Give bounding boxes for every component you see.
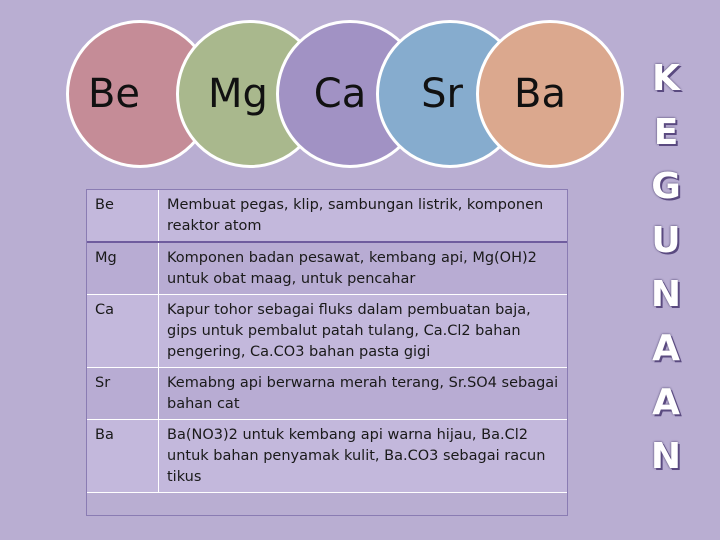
table-row: [87, 190, 567, 242]
circle-label-ba: Ba: [514, 71, 566, 117]
vertical-title: [636, 52, 696, 484]
table-row: [87, 368, 567, 420]
title-letter: N: [650, 436, 682, 477]
title-letter: N: [650, 274, 682, 315]
title-letter: E: [653, 112, 679, 153]
element-symbol-cell: Sr: [87, 368, 159, 420]
element-symbol-cell: Ba: [87, 420, 159, 493]
element-symbol-cell: Be: [87, 190, 159, 242]
element-use-cell: Kemabng api berwarna merah terang, Sr.SO4 sebagai bahan cat: [167, 375, 559, 412]
table-row: [87, 242, 567, 295]
title-letter: U: [651, 220, 681, 261]
element-use-cell: Komponen badan pesawat, kembang api, Mg(OH)2 untuk obat maag, untuk pencahar: [167, 250, 537, 287]
table-row: [87, 295, 567, 368]
circle-label-ca: Ca: [313, 71, 367, 117]
element-use-cell: Kapur tohor sebagai fluks dalam pembuatan baja, gips untuk pembalut patah tulang, Ca.Cl2 bahan pengering, Ca.CO3 bahan pasta gigi: [167, 302, 531, 360]
uses-table: [87, 190, 567, 493]
element-symbol-cell: Ca: [87, 295, 159, 368]
element-use-cell: Membuat pegas, klip, sambungan listrik, komponen reaktor atom: [167, 197, 544, 234]
element-use-cell: Ba(NO3)2 untuk kembang api warna hijau, Ba.Cl2 untuk bahan penyamak kulit, Ba.CO3 sebagai racun tikus: [167, 427, 546, 485]
table-row: [87, 420, 567, 493]
title-letter: A: [652, 382, 680, 423]
title-letter: A: [652, 328, 680, 369]
circle-ba: [476, 20, 624, 168]
title-letter: K: [652, 58, 680, 99]
element-symbol-cell: Mg: [87, 242, 159, 295]
circle-label-sr: Sr: [421, 71, 463, 117]
circle-label-mg: Mg: [208, 71, 268, 117]
circle-label-be: Be: [87, 71, 141, 117]
title-letter: G: [651, 166, 681, 207]
